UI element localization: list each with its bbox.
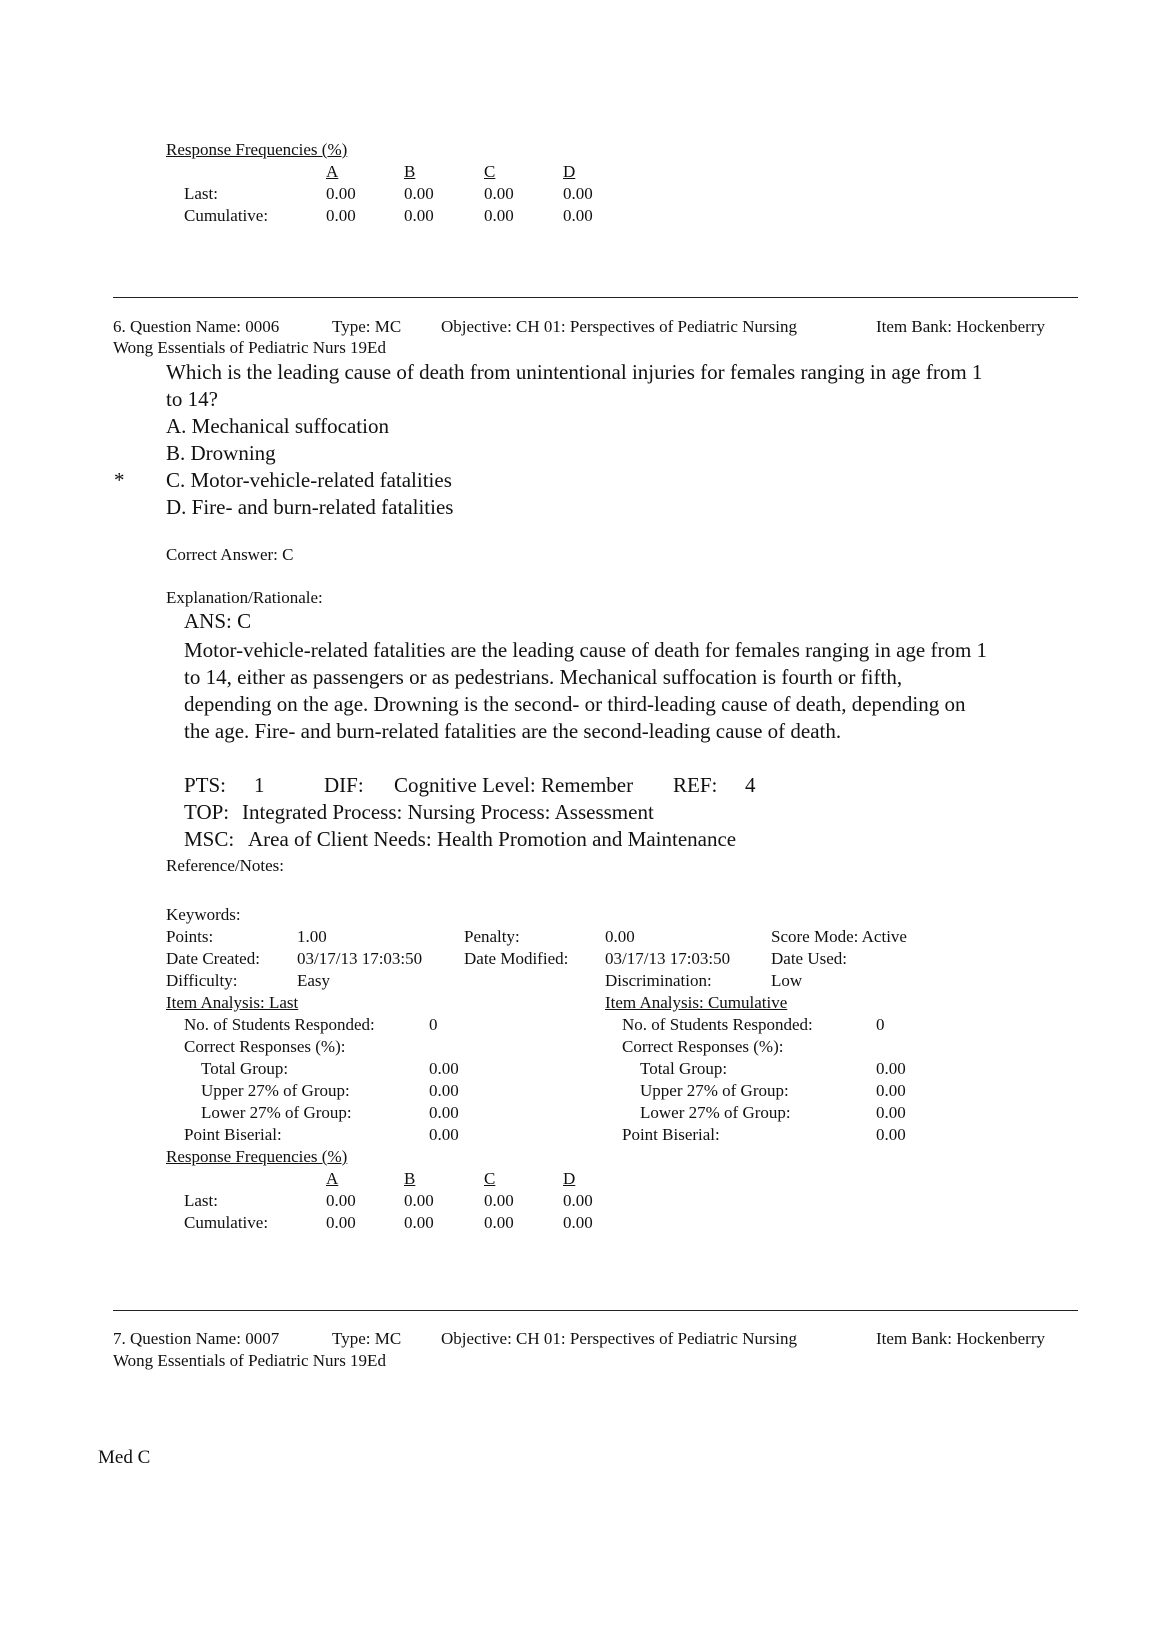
q6-option-a: A. Mechanical suffocation [166,414,389,438]
q6-penalty: 0.00 [605,927,635,946]
q6-ia-cum-lower-label: Lower 27% of Group: [640,1103,791,1122]
q6-ia-cum-total-label: Total Group: [640,1059,728,1078]
freq-col-a: A [326,162,339,181]
freq-last-c: 0.00 [484,184,514,203]
freq-last-b: 0.00 [404,184,434,203]
q6-item-bank-cont: Wong Essentials of Pediatric Nurs 19Ed [113,338,386,357]
q6-freq-title: Response Frequencies (%) [166,1147,348,1166]
q6-reference-notes: Reference/Notes: [166,856,284,875]
q6-top: Integrated Process: Nursing Process: Assessment [242,800,654,824]
page-footer: Med C [98,1447,151,1468]
correct-marker: * [114,468,125,492]
q6-ia-cum-title: Item Analysis: Cumulative [605,993,788,1012]
q6-ia-cum-biserial: 0.00 [876,1125,906,1144]
q6-ia-last-lower-label: Lower 27% of Group: [201,1103,352,1122]
q6-ref-label: REF: [673,773,718,797]
q6-objective: Objective: CH 01: Perspectives of Pediatric Nursing [441,317,797,336]
q6-ia-cum-students: 0 [876,1015,885,1034]
freq-col-b: B [404,162,416,181]
q6-freq-cum-c: 0.00 [484,1213,514,1232]
q6-ia-last-biserial: 0.00 [429,1125,459,1144]
q6-ia-last-total: 0.00 [429,1059,459,1078]
q6-freq-last-c: 0.00 [484,1191,514,1210]
q6-ia-cum-correct-label: Correct Responses (%): [622,1037,784,1056]
q6-points-label: Points: [166,927,214,946]
q6-ia-last-upper: 0.00 [429,1081,459,1100]
q6-discrimination-label: Discrimination: [605,971,712,990]
q6-ia-last-upper-label: Upper 27% of Group: [201,1081,350,1100]
q6-discrimination: Low [771,971,803,990]
q6-ia-cum-total: 0.00 [876,1059,906,1078]
q6-ia-cum-upper-label: Upper 27% of Group: [640,1081,789,1100]
q6-cognitive-level: Cognitive Level: Remember [394,773,634,797]
q6-type: Type: MC [332,317,402,336]
q6-ia-last-correct-label: Correct Responses (%): [184,1037,346,1056]
q6-freq-cum-label: Cumulative: [184,1213,269,1232]
freq-col-d: D [563,162,576,181]
q6-msc: Area of Client Needs: Health Promotion and Maintenance [248,827,737,851]
q7-item-bank-cont: Wong Essentials of Pediatric Nurs 19Ed [113,1351,386,1370]
q7-number-name: 7. Question Name: 0007 [113,1329,280,1348]
q6-ia-last-title: Item Analysis: Last [166,993,299,1012]
freq-cum-d: 0.00 [563,206,593,225]
q6-explanation-label: Explanation/Rationale: [166,588,323,607]
q6-ia-last-biserial-label: Point Biserial: [184,1125,282,1144]
q6-date-modified: 03/17/13 17:03:50 [605,949,731,968]
q6-ia-last-students-label: No. of Students Responded: [184,1015,375,1034]
divider [113,297,1078,298]
q6-difficulty-label: Difficulty: [166,971,238,990]
q6-ia-last-lower: 0.00 [429,1103,459,1122]
q6-msc-label: MSC: [184,827,235,851]
q6-date-created: 03/17/13 17:03:50 [297,949,423,968]
q6-ref: 4 [745,773,756,797]
q6-correct-answer: Correct Answer: C [166,545,294,564]
q6-pts-label: PTS: [184,773,227,797]
q6-number-name: 6. Question Name: 0006 [113,317,280,336]
q6-keywords: Keywords: [166,905,241,924]
freq-cum-label: Cumulative: [184,206,269,225]
q6-ia-cum-lower: 0.00 [876,1103,906,1122]
q7-objective: Objective: CH 01: Perspectives of Pediatric Nursing [441,1329,797,1348]
q6-top-label: TOP: [184,800,230,824]
freq-cum-b: 0.00 [404,206,434,225]
freq-last-a: 0.00 [326,184,356,203]
freq-col-c: C [484,162,496,181]
q6-pts: 1 [254,773,265,797]
freq-cum-c: 0.00 [484,206,514,225]
divider [113,1310,1078,1311]
q6-date-modified-label: Date Modified: [464,949,569,968]
q7-item-bank: Item Bank: Hockenberry [876,1329,1045,1348]
q6-freq-cum-d: 0.00 [563,1213,593,1232]
q6-ia-last-total-label: Total Group: [201,1059,289,1078]
q6-score-mode: Score Mode: Active [771,927,907,946]
q6-stem-line1: Which is the leading cause of death from unintentional injuries for females ranging in age from 1 [166,360,983,384]
q6-ia-last-students: 0 [429,1015,438,1034]
q6-freq-col-b: B [404,1169,416,1188]
q6-points: 1.00 [297,927,327,946]
q6-penalty-label: Penalty: [464,927,520,946]
q6-rationale-line1: Motor-vehicle-related fatalities are the leading cause of death for females ranging in age from 1 [184,638,988,662]
q6-freq-last-label: Last: [184,1191,218,1210]
q6-ia-cum-biserial-label: Point Biserial: [622,1125,720,1144]
q6-dif-label: DIF: [324,773,364,797]
q6-item-bank: Item Bank: Hockenberry [876,317,1045,336]
q6-ia-cum-students-label: No. of Students Responded: [622,1015,813,1034]
q6-rationale-line4: the age. Fire- and burn-related fatalities are the second-leading cause of death. [184,719,842,743]
q6-ans: ANS: C [184,609,252,633]
q6-freq-last-d: 0.00 [563,1191,593,1210]
q6-option-d: D. Fire- and burn-related fatalities [166,495,454,519]
q6-freq-last-a: 0.00 [326,1191,356,1210]
freq-cum-a: 0.00 [326,206,356,225]
q6-freq-col-a: A [326,1169,339,1188]
freq-title: Response Frequencies (%) [166,140,348,159]
q6-freq-cum-b: 0.00 [404,1213,434,1232]
q6-freq-last-b: 0.00 [404,1191,434,1210]
q6-freq-cum-a: 0.00 [326,1213,356,1232]
q6-option-b: B. Drowning [166,441,276,465]
q6-rationale-line2: to 14, either as passengers or as pedestrians. Mechanical suffocation is fourth or fifth, [184,665,903,689]
q6-stem-line2: to 14? [166,387,218,411]
q6-option-c: C. Motor-vehicle-related fatalities [166,468,452,492]
q7-type: Type: MC [332,1329,402,1348]
q6-rationale-line3: depending on the age. Drowning is the second- or third-leading cause of death, depending on [184,692,966,716]
freq-last-label: Last: [184,184,218,203]
q6-freq-col-d: D [563,1169,576,1188]
q6-date-used-label: Date Used: [771,949,848,968]
q6-freq-col-c: C [484,1169,496,1188]
q6-date-created-label: Date Created: [166,949,260,968]
q6-ia-cum-upper: 0.00 [876,1081,906,1100]
q6-difficulty: Easy [297,971,331,990]
freq-last-d: 0.00 [563,184,593,203]
